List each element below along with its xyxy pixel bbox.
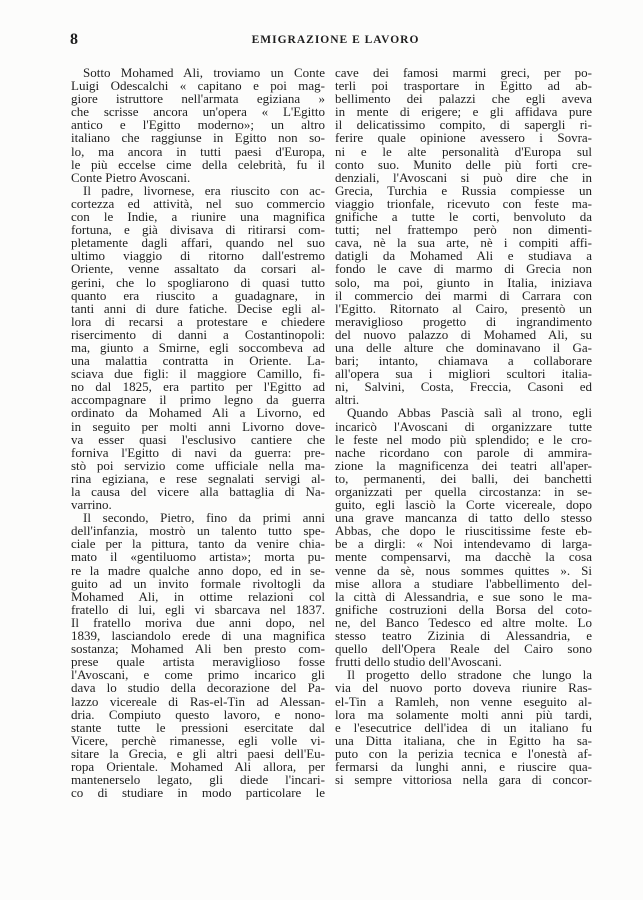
right-column [335,66,592,786]
text-line: tutti; nel frattempo però non dimenti- [335,222,592,238]
text-line: una delle alture che dominavano il Ga- [335,339,592,355]
text-line: quello dell'Opera Reale del Cairo sono [335,641,592,657]
text-line: una grave mancanza di tatto dello stesso [335,510,592,526]
text-line: e l'esecutrice dell'idea di un italiano fu [335,719,592,735]
text-line: ordinato da Mohamed Ali a Livorno, ed [71,405,325,421]
text-line: meraviglioso progetto di ingrandimento [335,313,592,329]
text-line: Il padre, livornese, era riuscito con ac- [83,182,325,198]
text-line: stante tutte le pressioni esercitate dal [71,719,325,735]
text-line: con le Indie, a riunire una magnifica [71,209,325,225]
text-line: Mohamed Ali, in ottime relazioni col [71,588,325,604]
text-line: mente compensarvi, ma dacchè la cosa [335,549,592,565]
text-line: Conte Pietro Avoscani. [71,169,191,185]
text-line: Oriente, venne assaltato da corsari al- [71,261,325,277]
text-line: bari; intanto, chiamava a collaborare [335,353,592,369]
text-line: gnifiche a tutte le corti, benvoluto da [335,209,592,225]
text-line: ne, del Banco Tedesco ed altre molte. Lo [335,614,592,630]
text-line: che scrisse ancora un'opera « L'Egitto [71,104,325,120]
text-line: Quando Abbas Pascià salì al trono, egli [347,405,592,421]
text-line: lazzo vicereale di Ras-el-Tin ad Alessan- [71,693,325,709]
text-line: conto suo. Munito delle più forti cre- [335,156,592,172]
text-line: lora di recarsi a protestare e chiedere [71,313,325,329]
paragraph [71,184,325,511]
text-line: sostanza; Mohamed Ali ben presto com- [71,641,325,657]
text-line: varrino. [71,497,112,513]
text-line: guito ad un invito formale rivoltogli da [71,575,325,591]
text-line: el-Tin a Ramleh, non venne eseguito al- [335,693,592,709]
text-line: be a dirgli: « Noi intendevamo di larga- [335,536,592,552]
text-line: una Ditta italiana, che in Egitto ha sa- [335,732,592,748]
text-line: ropa Orientale. Mohamed Ali allora, per [71,758,325,774]
paragraph [335,406,592,668]
text-line: organizzati per quella circostanza: in se- [335,484,592,499]
text-line: solo, ma poi, giunto in Italia, iniziava [335,274,592,290]
text-line: ni e le alte personalità d'Europa sul [335,143,592,159]
text-line: tanti anni di dure fatiche. Decise egli al- [71,300,325,316]
text-line: ferire quale opinione avessero i Sovra- [335,130,592,146]
paragraph [71,66,325,184]
text-line: prese quale artista meraviglioso fosse [71,654,325,670]
text-line: Abbas, che dopo le riuscitissime feste eb- [335,523,592,539]
text-line: quanto era riuscito a guadagnare, in [71,287,325,303]
text-line: stò poi servizio come ufficiale nella ma- [71,457,325,473]
text-line: denziali, l'Avoscani si può dire che in [335,169,592,185]
page-number: 8 [70,31,78,48]
text-line: fermarsi da lunghi anni, e riuscire qua- [335,758,592,774]
text-line: cave dei famosi marmi greci, per po- [335,65,592,80]
text-line: giore istruttore nell'armata egiziana » [71,91,325,107]
text-line: puto con la perizia tecnica e l'onestà af- [335,745,592,761]
text-line: ma, giunto a Smirne, egli soccombeva ad [71,339,325,355]
text-line: l'Egitto. Ritornato al Cairo, presentò un [335,300,592,316]
text-line: ultimo viaggio di ritorno dall'estremo [71,248,325,264]
text-line: nache ricordano con parole di ammira- [335,444,592,460]
text-line: fortuna, e già divisava di ritirarsi com- [71,222,325,238]
text-line: dava lo studio della decorazione del Pa- [71,680,325,696]
text-line: 1839, lasciandolo erede di una magnifica [71,628,325,644]
text-line: Sotto Mohamed Ali, troviamo un Conte [83,65,325,80]
text-line: del nuovo palazzo di Mohamed Ali, su [335,326,592,342]
text-line: datigli da Mohamed Ali e studiava a [335,248,592,264]
text-line: re la madre qualche anno dopo, ed in se- [71,562,325,578]
text-line: Luigi Odescalchi « capitano e poi mag- [71,78,325,94]
text-line: Il secondo, Pietro, fino da primi anni [83,510,325,526]
text-line: Il fratello moriva due anni dopo, nel [71,614,325,630]
text-line: il delicatissimo compito, di sapergli ri- [335,117,592,133]
text-line: frutti dello studio dell'Avoscani. [335,654,502,670]
text-line: gerini, che lo spogliarono di quasi tutto [71,274,325,290]
text-line: altri. [335,392,360,408]
text-line: una malattia contratta in Oriente. La- [71,353,325,369]
text-line: lora ma solamente molti anni più tardi, [335,706,592,722]
text-line: mise allora a studiare l'abbellimento del- [335,575,592,591]
text-line: Grecia, Turchia e Russia compiesse un [335,182,592,198]
text-line: l'Avoscani, e come primo incarico gli [71,667,325,683]
text-line: gnifiche costruzioni della Borsa del coto- [335,601,592,617]
text-line: mantenerselo legato, gli diede l'incari- [71,772,325,788]
text-line: cortezza ed attività, nel suo commercio [71,195,325,211]
text-line: pletamente dagli affari, quando nel suo [71,235,325,251]
paragraph [335,668,592,786]
text-line: accompagnare il primo legno da guerra [71,392,325,408]
left-column [71,66,325,799]
text-line: in mente di erigere; e gli affidava pure [335,104,592,120]
text-line: via del nuovo porto doveva riunire Ras- [335,680,592,696]
text-line: va esser quasi l'esclusivo cantiere che [71,431,325,447]
text-line: fondo le cave di marmo di Grecia non [335,261,592,277]
text-line: in seguito per molti anni Livorno dove- [71,418,325,434]
text-line: dell'infanzia, mostrò un talento tutto spe- [71,523,325,539]
text-line: si sempre vittoriosa nella gara di concor- [335,772,592,788]
text-line: co di studiare in modo particolare le [71,785,325,801]
text-line: incaricò l'Avoscani di organizzare tutte [335,418,592,434]
text-line: no dal 1825, era partito per l'Egitto ad [71,379,325,395]
text-line: viaggio trionfale, ricevuto con feste ma- [335,195,592,211]
text-line: bellimento dei palazzi che egli aveva [335,91,592,107]
text-line: antico e l'Egitto moderno»; un altro [71,117,325,133]
text-line: stesso teatro Zizinia di Alessandria, e [335,628,592,644]
paragraph [71,511,325,799]
text-line: rina egiziana, e rese segnalati servigi al- [71,470,325,486]
text-line: fratello di lui, egli vi sbarcava nel 1837. [71,601,325,617]
text-line: lo, ma ancora in tutti paesi d'Europa, [71,143,325,159]
text-line: le feste nel modo più splendido; e le cro- [335,431,592,447]
text-line: guito, egli lasciò la Corte vicereale, dopo [335,497,592,513]
text-line: sitare la Grecia, e gli altri paesi dell'Eu- [71,745,325,761]
text-line: Il progetto dello stradone che lungo la [347,667,592,683]
text-line: venne da sè, nous sommes quittes ». Si [335,562,592,578]
text-line: all'opera sua i migliori scultori italia- [335,366,592,382]
text-line: risercimento di danni a Costantinopoli: [71,326,325,342]
text-line: dria. Compiuto questo lavoro, e nono- [71,706,325,722]
text-line: to, permanenti, dei balli, dei banchetti [335,470,592,486]
text-line: mato il «gentiluomo artista»; morta pu- [71,549,325,565]
text-line: cava, nè la sua arte, nè i compiti affi- [335,235,592,251]
text-line: zione la magnificenza dei teatri all'aper- [335,457,592,473]
text-line: la città di Alessandria, e sue sono le ma- [335,588,592,604]
text-line: Vicere, perchè rimanesse, egli volle vi- [71,732,325,748]
paragraph [335,66,592,406]
text-line: ni, Salvini, Costa, Freccia, Casoni ed [335,379,592,395]
text-line: terli poi trasportare in Egitto ad ab- [335,78,592,94]
text-line: il commercio dei marmi di Carrara con [335,287,592,303]
text-line: forniva l'Egitto di navi da guerra: pre- [71,444,325,460]
text-line: italiano che raggiunse in Egitto non so- [71,130,325,146]
text-line: la causa del vicere alla battaglia di Na- [71,484,325,499]
text-line: le più eccelse cime della celebrità, fu il [71,156,325,172]
text-line: sciava due figli: il maggiore Camillo, fi- [71,366,325,382]
running-title: EMIGRAZIONE E LAVORO [251,34,420,46]
text-line: ciale per la pittura, tanto da venire chia- [71,536,325,552]
